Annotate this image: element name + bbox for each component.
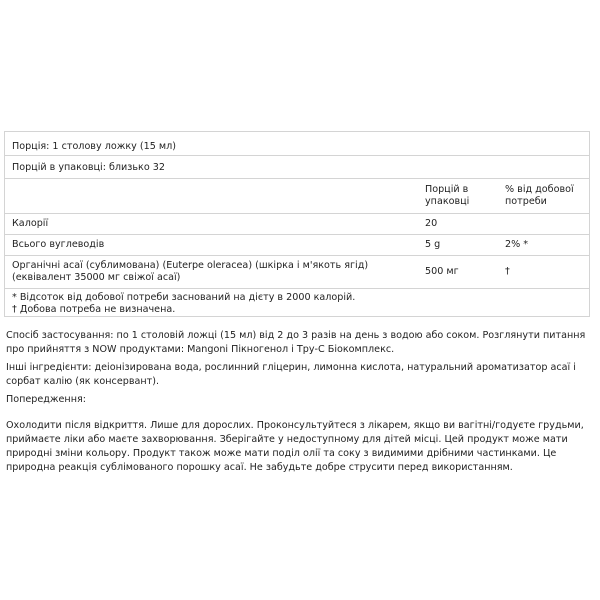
other-ingredients: Інші інгредієнти: деіонізирована вода, рослинний гліцерин, лимонна кислота, натуральний ароматизатор асаї і сорбат калію (як консервант). [6,362,576,387]
table-row [5,234,589,256]
nutrient-name: Всього вуглеводів [12,239,105,250]
table-header-row [5,178,589,214]
amount-column-header: Порцій в упаковці [425,184,470,207]
warnings-text: Охолодити після відкриття. Лише для дорослих. Проконсультуйтеся з лікарем, якщо ви вагітні/годуєте грудьми, приймаєте ліки або маєте захворювання. Зберігайте у недоступному для дітей місці. Цей продукт може мати природні зміни кольору. Продукт також може мати поділ олії та соку з видимими дрібними частинками. Це природна реакція сублімованого порошку асаї. Не забудьте добре струсити перед використанням. [6,420,584,473]
footnotes-row [5,288,589,319]
nutrient-daily-value: 2% * [505,239,529,250]
nutrient-name: Калорії [12,218,49,229]
usage-directions: Спосіб застосування: по 1 столовій ложці (15 мл) від 2 до 3 разів на день з водою або соком. Розглянути питання про прийняття з NOW продуктами: Mangoni Пікногенол і Тру-С Біокомплекс. [6,330,586,355]
nutrient-amount: 500 мг [425,266,459,277]
table-row [5,255,589,289]
warnings-title: Попередження: [6,394,86,405]
table-row [5,213,589,235]
nutrient-amount: 5 g [425,239,441,250]
footnote-not-established: † Добова потреба не визначена. [12,304,176,315]
serving-size: Порція: 1 столову ложку (15 мл) [12,141,176,152]
nutrient-amount: 20 [425,218,438,229]
servings-per-container: Порцій в упаковці: близько 32 [12,162,165,173]
nutrient-daily-value: † [505,266,510,277]
nutrient-name: Органічні асаї (сублимована) (Euterpe oleracea) (шкірка і м'якоть ягід) (еквівалент 35000 мг свіжої асаї) [12,260,369,283]
daily-value-column-header: % від добової потреби [505,184,574,207]
supplement-facts-table [4,131,590,317]
footnote-daily-value: * Відсоток від добової потреби заснований на дієту в 2000 калорій. [12,292,356,303]
servings-per-container-row [5,155,589,179]
